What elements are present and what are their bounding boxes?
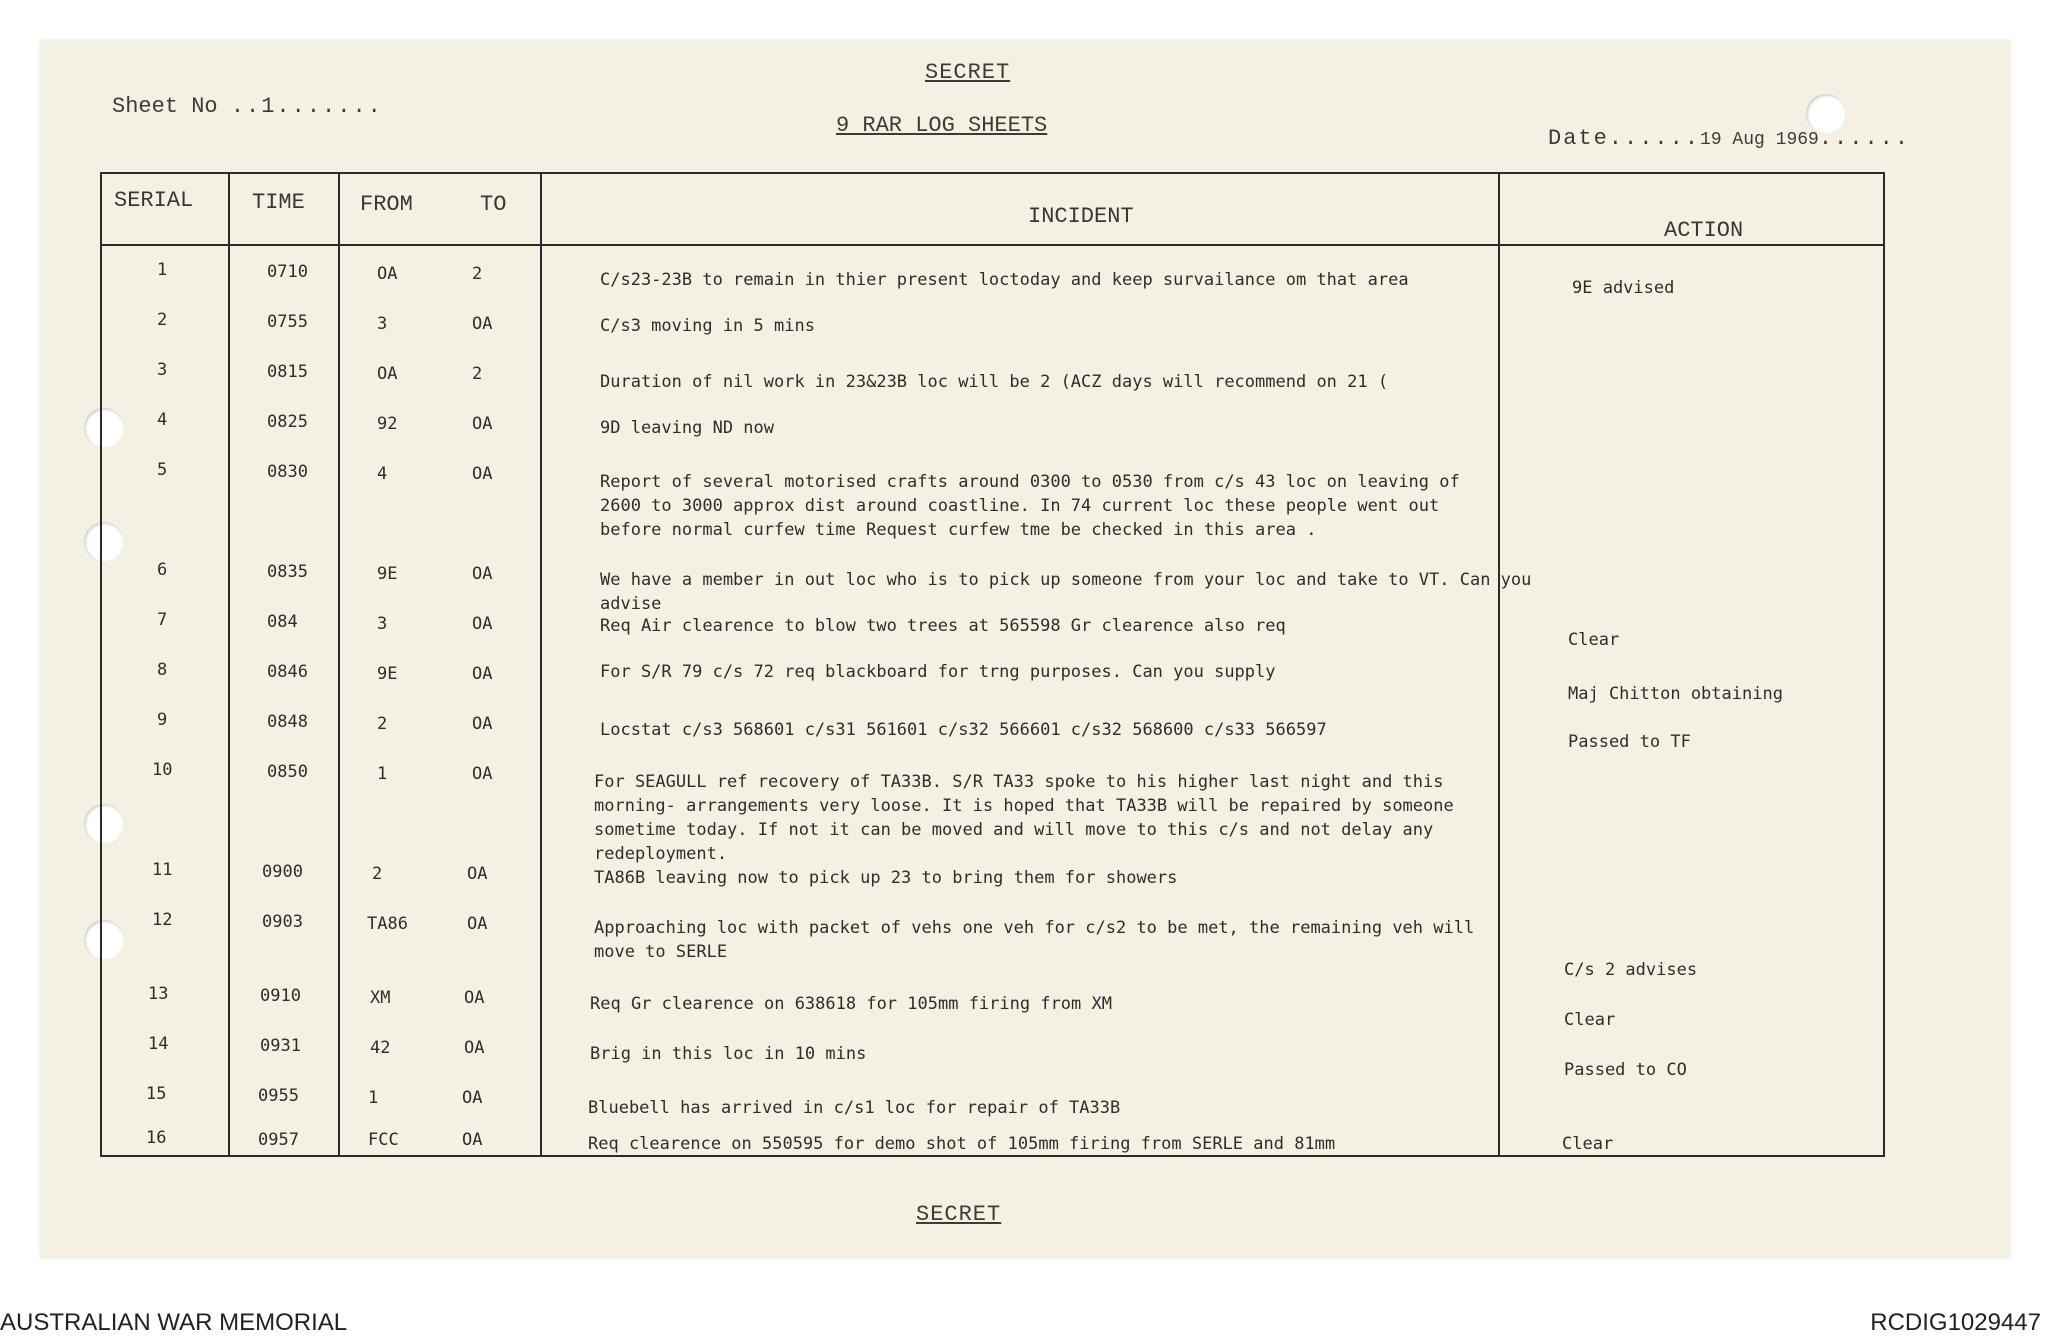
time-cell: 0850 <box>267 762 308 782</box>
sheet-value: ..1....... <box>230 94 383 119</box>
to-cell: OA <box>472 464 493 484</box>
from-cell: 2 <box>377 714 388 734</box>
incident-cell: Report of several motorised crafts around 0300 to 0530 from c/s 43 loc on leaving of 2600 to 3000 approx dist around coastline. In 74 current loc these people went out before normal curfew time Request curfew tme be checked in this area . <box>600 472 1460 540</box>
to-cell: OA <box>464 1038 485 1058</box>
action-cell: Passed to TF <box>1568 732 1691 752</box>
column-divider <box>338 174 340 1155</box>
from-cell: 9E <box>377 664 398 684</box>
to-cell: OA <box>472 414 493 434</box>
from-cell: OA <box>377 364 398 384</box>
time-cell: 0957 <box>258 1130 299 1150</box>
time-cell: 0955 <box>258 1086 299 1106</box>
from-cell: XM <box>370 988 391 1008</box>
incident-cell: TA86B leaving now to pick up 23 to bring them for showers <box>594 868 1178 888</box>
to-cell: OA <box>472 714 493 734</box>
to-cell: 2 <box>472 264 483 284</box>
serial-cell: 5 <box>157 460 168 480</box>
time-cell: 0900 <box>262 862 303 882</box>
time-cell: 084 <box>267 612 298 632</box>
serial-cell: 8 <box>157 660 168 680</box>
incident-cell: C/s23-23B to remain in thier present loctoday and keep survailance om that area <box>600 270 1409 290</box>
from-cell: 9E <box>377 564 398 584</box>
time-cell: 0830 <box>267 462 308 482</box>
incident-cell: 9D leaving ND now <box>600 418 774 438</box>
serial-cell: 15 <box>146 1084 167 1104</box>
from-cell: 3 <box>377 614 388 634</box>
serial-cell: 6 <box>157 560 168 580</box>
serial-cell: 11 <box>152 860 173 880</box>
incident-cell: Req Air clearence to blow two trees at 565598 Gr clearence also req <box>600 616 1286 636</box>
column-header-from: FROM <box>360 192 413 217</box>
sheet-label: Sheet No <box>112 94 218 119</box>
serial-cell: 10 <box>152 760 173 780</box>
time-cell: 0710 <box>267 262 308 282</box>
from-cell: FCC <box>368 1130 399 1150</box>
from-cell: 4 <box>377 464 388 484</box>
to-cell: OA <box>472 564 493 584</box>
action-cell: Passed to CO <box>1564 1060 1687 1080</box>
from-cell: 1 <box>377 764 388 784</box>
incident-cell: Bluebell has arrived in c/s1 loc for repair of TA33B <box>588 1098 1121 1118</box>
time-cell: 0825 <box>267 412 308 432</box>
action-cell: C/s 2 advises <box>1564 960 1698 980</box>
serial-cell: 16 <box>146 1128 167 1148</box>
secret-heading-bottom: SECRET <box>916 1202 1002 1227</box>
to-cell: OA <box>472 314 493 334</box>
from-cell: 2 <box>372 864 383 884</box>
column-header-incident: INCIDENT <box>1028 204 1134 229</box>
action-cell: Clear <box>1562 1134 1614 1154</box>
header-divider <box>102 244 1883 246</box>
log-table <box>100 172 1885 1157</box>
serial-cell: 12 <box>152 910 173 930</box>
serial-cell: 7 <box>157 610 168 630</box>
to-cell: OA <box>467 864 488 884</box>
footer-id: RCDIG1029447 <box>1870 1309 2041 1336</box>
serial-cell: 4 <box>157 410 168 430</box>
page-title: 9 RAR LOG SHEETS <box>836 113 1048 138</box>
incident-cell: Approaching loc with packet of vehs one veh for c/s2 to be met, the remaining veh will move to SERLE <box>594 918 1475 962</box>
to-cell: 2 <box>472 364 483 384</box>
incident-cell: Locstat c/s3 568601 c/s31 561601 c/s32 566601 c/s32 568600 c/s33 566597 <box>600 720 1327 740</box>
from-cell: 1 <box>368 1088 379 1108</box>
column-header-time: TIME <box>252 190 305 215</box>
column-divider <box>540 174 542 1155</box>
from-cell: OA <box>377 264 398 284</box>
serial-cell: 13 <box>148 984 169 1004</box>
serial-cell: 14 <box>148 1034 169 1054</box>
from-cell: 3 <box>377 314 388 334</box>
to-cell: OA <box>467 914 488 934</box>
incident-cell: Req clearence on 550595 for demo shot of 105mm firing from SERLE and 81mm <box>588 1134 1336 1154</box>
secret-heading-top: SECRET <box>925 60 1011 85</box>
action-cell: Maj Chitton obtaining <box>1568 684 1783 704</box>
time-cell: 0910 <box>260 986 301 1006</box>
to-cell: OA <box>472 614 493 634</box>
date-trail: ...... <box>1818 126 1911 151</box>
incident-cell: C/s3 moving in 5 mins <box>600 316 815 336</box>
time-cell: 0903 <box>262 912 303 932</box>
serial-cell: 1 <box>157 260 168 280</box>
serial-cell: 2 <box>157 310 168 330</box>
incident-cell: Req Gr clearence on 638618 for 105mm firing from XM <box>590 994 1112 1014</box>
footer-source: AUSTRALIAN WAR MEMORIAL <box>0 1309 348 1336</box>
from-cell: 92 <box>377 414 398 434</box>
column-header-to: TO <box>480 192 507 217</box>
incident-cell: We have a member in out loc who is to pick up someone from your loc and take to VT. Can you advise <box>600 570 1532 614</box>
serial-cell: 3 <box>157 360 168 380</box>
time-cell: 0815 <box>267 362 308 382</box>
to-cell: OA <box>472 764 493 784</box>
from-cell: 42 <box>370 1038 391 1058</box>
to-cell: OA <box>462 1130 483 1150</box>
to-cell: OA <box>472 664 493 684</box>
action-cell: 9E advised <box>1572 278 1675 298</box>
date-label: Date...... <box>1548 126 1701 151</box>
action-cell: Clear <box>1568 630 1620 650</box>
serial-cell: 9 <box>157 710 168 730</box>
sheet-number <box>112 94 383 119</box>
incident-cell: For S/R 79 c/s 72 req blackboard for trng purposes. Can you supply <box>600 662 1276 682</box>
time-cell: 0931 <box>260 1036 301 1056</box>
column-header-action: ACTION <box>1664 218 1744 243</box>
date-value: 19 Aug 1969 <box>1700 130 1819 150</box>
column-header-serial: SERIAL <box>114 188 194 213</box>
time-cell: 0848 <box>267 712 308 732</box>
incident-cell: Duration of nil work in 23&23B loc will be 2 (ACZ days will recommend on 21 ( <box>600 372 1389 392</box>
time-cell: 0835 <box>267 562 308 582</box>
incident-cell: For SEAGULL ref recovery of TA33B. S/R TA33 spoke to his higher last night and this morning- arrangements very loose. It is hoped that TA33B will be repaired by someone sometime today. If not it can be moved and will move to this c/s and not delay any redeployment. <box>594 772 1454 864</box>
action-cell: Clear <box>1564 1010 1616 1030</box>
date-field <box>1548 126 1910 151</box>
to-cell: OA <box>462 1088 483 1108</box>
to-cell: OA <box>464 988 485 1008</box>
column-divider <box>228 174 230 1155</box>
time-cell: 0846 <box>267 662 308 682</box>
incident-cell: Brig in this loc in 10 mins <box>590 1044 867 1064</box>
time-cell: 0755 <box>267 312 308 332</box>
from-cell: TA86 <box>367 914 408 934</box>
